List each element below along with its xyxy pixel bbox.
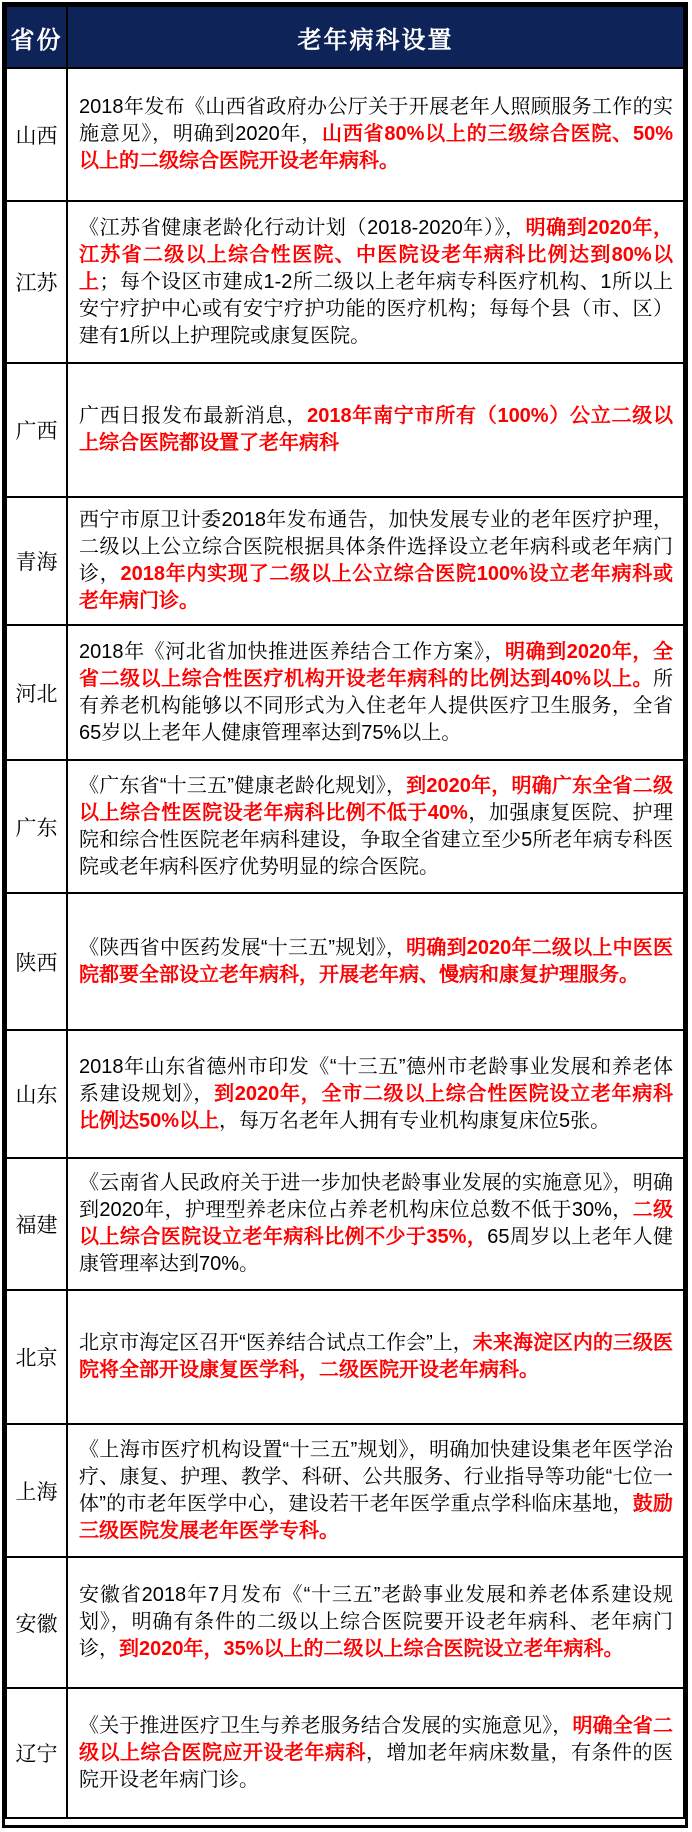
policy-text: 《上海市医疗机构设置“十三五”规划》，明确加快建设集老年医学治疗、康复、护理、教学、科研、公共服务、行业指导等功能“七位一体”的市老年医学中心，建设若干老年医学重点学科临床基地，: [79, 1438, 673, 1515]
policy-emphasis: 鼓励三级医院发展老年医学专科。: [79, 1492, 674, 1542]
policy-emphasis: 2018年内实现了二级以上公立综合医院100%设立老年病科或老年病门诊。: [79, 563, 673, 612]
policy-text: 《关于推进医疗卫生与养老服务结合发展的实施意见》，: [79, 1714, 573, 1737]
geriatric-table-container: [2, 2, 688, 1828]
policy-cell: [67, 1424, 684, 1557]
policy-text: 《江苏省健康老龄化行动计划（2018-2020年）》，: [79, 216, 526, 239]
table-row: [6, 893, 684, 1030]
geriatric-department-table: [5, 5, 685, 1819]
policy-text: 2018年《河北省加快推进医养结合工作方案》，: [79, 640, 506, 663]
province-cell: 江苏: [6, 201, 67, 363]
province-cell: 上海: [6, 1424, 67, 1557]
province-cell: 河北: [6, 625, 67, 760]
province-cell: 陕西: [6, 893, 67, 1030]
policy-cell: [67, 760, 684, 893]
policy-emphasis: 明确到2020年二级以上中医医院都要全部设立老年病科，开展老年病、慢病和康复护理服务。: [79, 936, 673, 986]
table-row: [6, 1290, 684, 1424]
policy-cell: [67, 1688, 684, 1818]
policy-emphasis: 到2020年，35%以上的二级以上综合医院设立老年病科。: [119, 1638, 624, 1660]
policy-cell: [67, 625, 684, 760]
policy-text-tail: 所有养老机构能够以不同形式为入住老年人提供医疗卫生服务，全省65岁以上老年人健康管理率达到75%以上。: [79, 667, 673, 744]
table-row: [6, 68, 684, 201]
policy-emphasis: 明确到2020年，全省二级以上综合性医疗机构开设老年病科的比例达到40%以上。: [79, 640, 673, 690]
policy-text-tail: ，每万名老年人拥有专业机构康复床位5张。: [219, 1109, 611, 1132]
policy-emphasis: 明确全省二级以上综合医院应开设老年病科: [79, 1714, 674, 1764]
province-cell: 安徽: [6, 1557, 67, 1688]
policy-cell: [67, 68, 684, 201]
table-header-row: [6, 6, 684, 68]
policy-text: 2018年山东省德州市印发《“十三五”德州市老龄事业发展和养老体系建设规划》，: [79, 1055, 673, 1105]
policy-cell: [67, 1557, 684, 1688]
setting-column-header: 老年病科设置: [67, 6, 684, 68]
table-row: [6, 1424, 684, 1557]
policy-text-tail: ；每个设区市建成1-2所二级以上老年病专科医疗机构、1所以上安宁疗护中心或有安宁疗护功能的医疗机构；每每个县（市、区）建有1所以上护理院或康复医院。: [79, 270, 673, 347]
province-cell: 北京: [6, 1290, 67, 1424]
policy-cell: [67, 1290, 684, 1424]
province-cell: 福建: [6, 1158, 67, 1290]
province-cell: 山东: [6, 1030, 67, 1158]
table-row: [6, 1688, 684, 1818]
table-row: [6, 363, 684, 497]
policy-text-tail: 65周岁以上老年人健康管理率达到70%。: [79, 1226, 673, 1275]
policy-text: 《云南省人民政府关于进一步加快老龄事业发展的实施意见》，明确到2020年，护理型养老床位占养老机构床位总数不低于30%，: [79, 1172, 673, 1221]
policy-cell: [67, 363, 684, 497]
policy-cell: [67, 893, 684, 1030]
table-row: [6, 760, 684, 893]
table-row: [6, 1158, 684, 1290]
province-cell: 辽宁: [6, 1688, 67, 1818]
policy-emphasis: 到2020年，全市二级以上综合性医院设立老年病科比例达50%以上: [79, 1082, 673, 1132]
policy-cell: [67, 1030, 684, 1158]
policy-emphasis: 明确到2020年，江苏省二级以上综合性医院、中医院设老年病科比例达到80%以上: [79, 216, 673, 293]
table-row: [6, 1557, 684, 1688]
table-row: [6, 1030, 684, 1158]
policy-emphasis: 未来海淀区内的三级医院将全部开设康复医学科，二级医院开设老年病科。: [79, 1332, 673, 1381]
table-row: [6, 201, 684, 363]
province-cell: 广西: [6, 363, 67, 497]
policy-cell: [67, 1158, 684, 1290]
table-row: [6, 497, 684, 625]
policy-text: 安徽省2018年7月发布《“十三五”老龄事业发展和养老体系建设规划》，明确有条件的二级以上综合医院要开设老年病科、老年病门诊，: [79, 1584, 673, 1660]
province-cell: 广东: [6, 760, 67, 893]
policy-cell: [67, 201, 684, 363]
policy-emphasis: 山西省80%以上的三级综合医院、50%以上的二级综合医院开设老年病科。: [79, 123, 673, 172]
policy-text-tail: ，增加老年病床数量，有条件的医院开设老年病门诊。: [79, 1741, 673, 1791]
province-cell: 山西: [6, 68, 67, 201]
policy-emphasis: 二级以上综合医院设立老年病科比例不少于35%，: [79, 1199, 674, 1248]
province-cell: 青海: [6, 497, 67, 625]
policy-emphasis: 2018年南宁市所有（100%）公立二级以上综合医院都设置了老年病科: [79, 405, 673, 454]
policy-text: 2018年发布《山西省政府办公厅关于开展老年人照顾服务工作的实施意见》，明确到2020年，: [79, 96, 673, 145]
policy-cell: [67, 497, 684, 625]
policy-text-tail: ，加强康复医院、护理院和综合性医院老年病科建设，争取全省建立至少5所老年病专科医院或老年病科医疗优势明显的综合医院。: [79, 801, 674, 878]
policy-text: 西宁市原卫计委2018年发布通告，加快发展专业的老年医疗护理，二级以上公立综合医院根据具体条件选择设立老年病科或老年病门诊，: [79, 509, 673, 585]
policy-text: 北京市海定区召开“医养结合试点工作会”上，: [79, 1332, 473, 1354]
policy-text: 《广东省“十三五”健康老龄化规划》，: [79, 774, 407, 797]
table-row: [6, 625, 684, 760]
policy-text: 《陕西省中医药发展“十三五”规划》，: [79, 936, 407, 959]
province-column-header: 省份: [6, 6, 67, 68]
policy-emphasis: 到2020年，明确广东全省二级以上综合性医院设老年病科比例不低于40%: [79, 774, 673, 824]
policy-text: 广西日报发布最新消息，: [79, 405, 308, 427]
